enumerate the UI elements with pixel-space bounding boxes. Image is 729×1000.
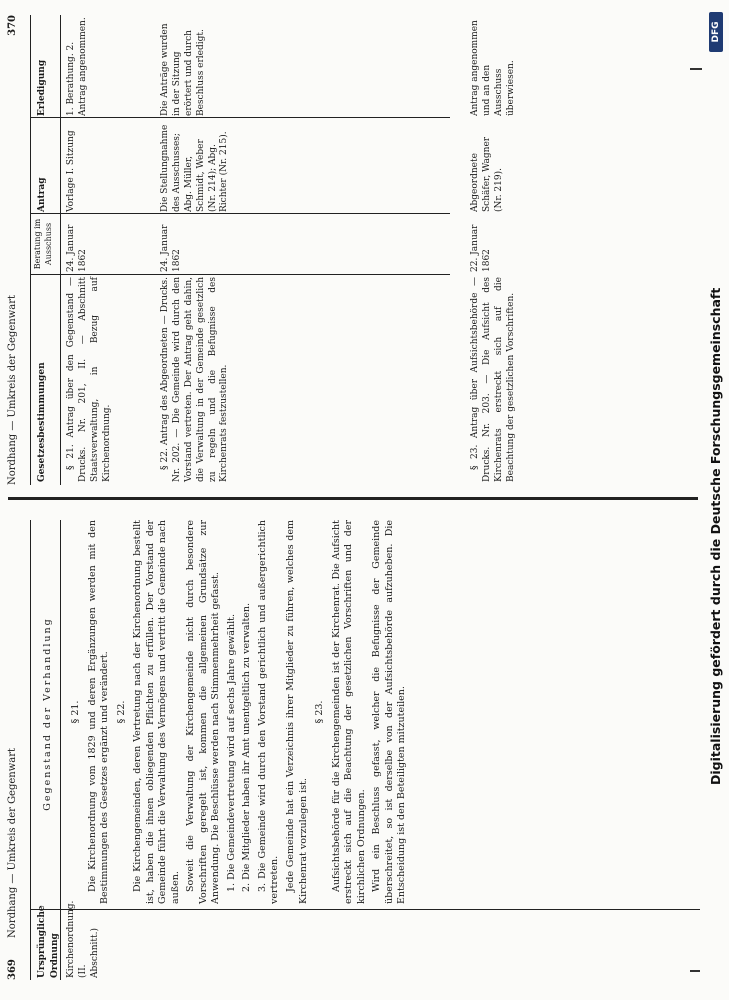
left-page-body — [66, 520, 706, 904]
table-row-result: 1. Berathung. 2. Antrag angenommen. — [66, 17, 88, 116]
left-header-title: Nordhang — Umkreis der Gegenwart — [7, 747, 18, 938]
intro-paragraph: Die Kirchenordnung vom 1829 und deren Ergänzungen werden mit den Bestimmungen des Gesetzes ergänzt und verändert. — [86, 520, 111, 904]
page-gutter-rule — [8, 497, 698, 500]
list-item: 3. Die Gemeinde wird durch den Vorstand gerichtlich und außergerichtlich vertreten. — [256, 520, 281, 904]
column-header-motion: Antrag — [37, 177, 47, 212]
body-paragraph: Soweit die Verwaltung der Kirchengemeinde nicht durch besondere Vorschriften geregelt ist, kommen die allgemeinen Grundsätze zur Anwendung. Die Beschlüsse werden nach Stimmenmehrheit gefasst. — [185, 520, 222, 904]
scan-mark — [690, 68, 702, 70]
column-header-result: Erledigung — [37, 59, 47, 116]
table-row-text: § 21. Antrag über den Gegenstand — Drucks. Nr. 201, II. — Abschnitt Staatsverwaltung, in Bezug auf Kirchenordnung. — [66, 277, 112, 482]
left-header-rule — [30, 520, 31, 980]
left-page-number: 369 — [7, 959, 18, 980]
table-row-date: 24. Januar 1862 — [66, 224, 88, 272]
list-item: 2. Die Mitglieder haben ihr Amt unentgeltlich zu verwalten. — [241, 602, 253, 892]
dfg-logo-text: DFG — [711, 21, 721, 43]
right-header-rule — [30, 15, 31, 485]
left-margin-sublabel: Kirchenordnung. (II. Abschnitt.) — [66, 900, 100, 978]
left-margin-rule — [30, 909, 700, 910]
right-header-title: Nordhang — Umkreis der Gegenwart — [7, 295, 18, 485]
dfg-logo — [709, 12, 723, 52]
table-row-motion: Abgeordnete Schäfer, Wagner (Nr. 219). — [470, 136, 504, 212]
column-header-text: Gesetzesbestimmungen — [37, 362, 47, 482]
table-row-date: 24. Januar 1862 — [160, 224, 182, 272]
section-23-heading: § 23. — [314, 700, 326, 724]
funding-note: Digitalisierung gefördert durch die Deutsche Forschungsgemeinschaft — [708, 287, 723, 785]
column-divider — [30, 117, 450, 118]
body-paragraph: Jede Gemeinde hat ein Verzeichnis ihrer Mitglieder zu führen, welches dem Kirchenrat vorzulegen ist. — [284, 520, 309, 904]
table-row-result: Die Anträge wurden in der Sitzung erörtert und durch Beschluss erledigt. — [160, 23, 206, 116]
table-row-text: § 23. Antrag über Aufsichtsbehörde — Drucks. Nr. 203. — Die Aufsicht des Kirchenrats erstreckt sich auf die Beachtung der gesetzlichen Vorschriften. — [470, 277, 516, 482]
right-page-header — [6, 15, 26, 485]
body-paragraph: Die Kirchengemeinden, deren Vertretung nach der Kirchenordnung bestellt ist, haben die ihnen obliegenden Pflichten zu erfüllen. Der Vorstand der Gemeinde führt die Verwaltung des Vermögens und vertritt die Gemeinde nach außen. — [132, 520, 181, 904]
left-margin-label: Ursprüngliche Ordnung — [37, 905, 60, 978]
column-divider — [30, 274, 450, 275]
left-heading-row — [36, 524, 58, 904]
left-subheader-rule — [60, 520, 61, 980]
column-divider — [30, 213, 450, 214]
body-paragraph: Wird ein Beschluss gefasst, welcher die Befugnisse der Gemeinde überschreitet, so ist derselbe von der Aufsichtsbehörde aufzuheben. Die Entscheidung ist den Beteiligten mitzuteilen. — [371, 520, 408, 904]
column-header-date: Beratung im Ausschuss — [33, 218, 53, 270]
table-row-motion: Vorlage I. Sitzung — [66, 130, 76, 212]
table-row-result: Antrag angenommen und an den Ausschuss überwiesen. — [470, 20, 516, 116]
table-row-motion: Die Stellungnahme des Ausschusses; Abg. Müller, Schmidt, Weber (Nr. 214); Abg. Richter (Nr. 215). — [160, 124, 230, 212]
list-item: 1. Die Gemeindevertretung wird auf sechs Jahre gewählt. — [225, 614, 237, 892]
table-row-date: 22. Januar 1862 — [470, 224, 492, 272]
right-subheader-rule — [60, 15, 61, 485]
dfg-funding-strip — [704, 0, 728, 1000]
section-21-heading: § 21. — [70, 700, 81, 724]
left-page-heading: Gegenstand der Verhandlung — [42, 617, 53, 811]
body-paragraph: Aufsichtsbehörde für die Kirchengemeinden ist der Kirchenrat. Die Aufsicht erstreckt sich auf die Beachtung der gesetzlichen Vorschriften und der kirchlichen Ordnungen. — [330, 520, 367, 904]
table-row-text: § 22. Antrag des Abgeordneten — Drucks. Nr. 202. — Die Gemeinde wird durch den Vorstand vertreten. Der Antrag geht dahin, die Verwaltung in der Gemeinde gesetzlich zu regeln und die Befugnisse des Kirchenrats festzustellen. — [160, 277, 230, 482]
right-page-number: 370 — [7, 15, 18, 36]
left-page-header — [6, 520, 26, 980]
scan-mark — [690, 970, 700, 972]
section-22-heading: § 22. — [115, 700, 127, 724]
